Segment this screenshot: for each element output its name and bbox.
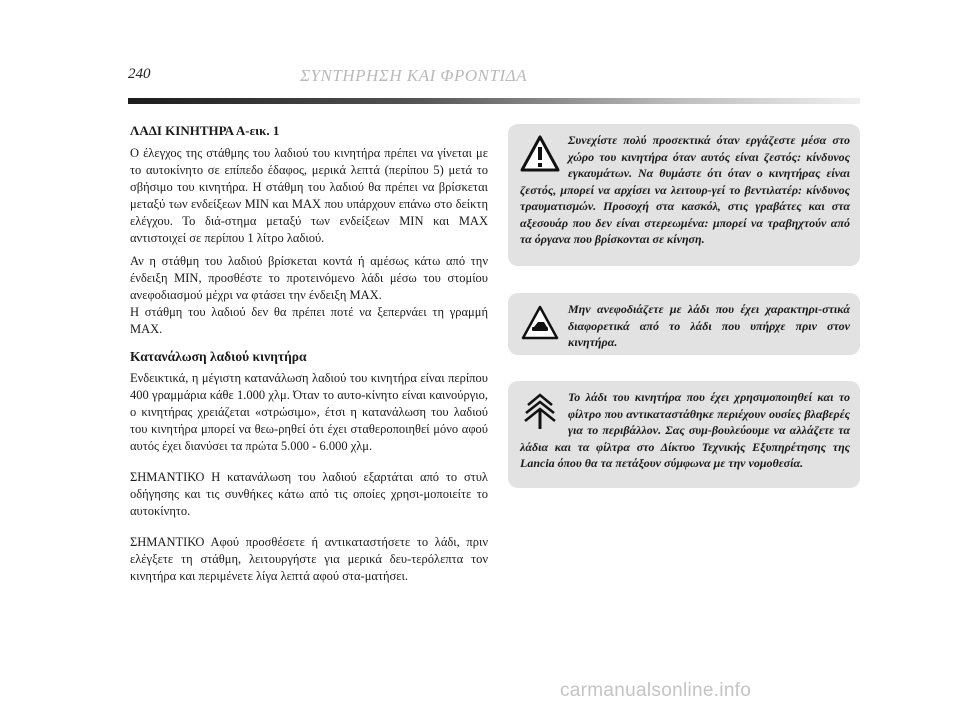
- caution-triangle-icon: [520, 303, 560, 345]
- environment-tree-icon: [520, 391, 560, 433]
- caution-note-text: Μην ανεφοδιάζετε με λάδι που έχει χαρακτηρι-στικά διαφορετικά από το λάδι που υπήρχε πριν στον κινητήρα.: [568, 302, 850, 349]
- section-heading: ΛΑΔΙ ΚΙΝΗΤΗΡΑ Α-εικ. 1: [130, 123, 280, 138]
- environment-note-text: Το λάδι του κινητήρα που έχει χρησιμοποιηθεί και το φίλτρο που αντικαταστάθηκε περιέχουν ουσίες βλαβερές για το περιβάλλον. Σας συμ-βουλεύουμε να αλλάζετε τα λάδια και τα φίλτρα στο Δίκτυο Τεχνικής Εξυπηρέτησης της Lancia όπου θα τα πετάξουν σύμφωνα με την νομοθεσία.: [520, 390, 850, 470]
- warning-triangle-icon: [520, 134, 560, 176]
- paragraph-oil-topup: Αν η στάθμη του λαδιού βρίσκεται κοντά ή αμέσως κάτω από την ένδειξη MIN, προσθέστε το προτεινόμενο λάδι μέσω του στομίου ανεφοδιασμού μέχρι να φτάσει την ένδειξη MAX.: [130, 254, 488, 302]
- subsection-heading: Κατανάλωση λαδιού κινητήρα: [130, 349, 307, 364]
- running-title: ΣΥΝΤΗΡΗΣΗ ΚΑΙ ΦΡΟΝΤΙΔΑ: [300, 66, 527, 85]
- paragraph-oil-check: Ο έλεγχος της στάθμης του λαδιού του κινητήρα πρέπει να γίνεται με το αυτοκίνητο σε επίπεδο έδαφος, μερικά λεπτά (περίπου 5) μετά το σβήσιμο του κινητήρα. Η στάθμη του λαδιού θα πρέπει να βρίσκεται μεταξύ των ενδείξεων MIN και MAX που υπάρχουν επάνω στο δείκτη ελέγχου. Το διά-στημα μεταξύ των ενδείξεων MIN και MAX αντιστοιχεί σε περίπου 1 λίτρο λαδιού.: [130, 146, 488, 245]
- header-rule: [128, 98, 860, 104]
- warning-note-text: Συνεχίστε πολύ προσεκτικά όταν εργάζεστε μέσα στο χώρο του κινητήρα όταν αυτός είναι ζεστός: κίνδυνος εγκαυμάτων. Να θυμάστε ότι όταν ο κινητήρας είναι ζεστός, μπορεί να αρχίσει να λειτουρ-γεί το βεντιλατέρ: κίνδυνος τραυματισμών. Προσοχή στα κασκόλ, στις γραβάτες και στα αξεσουάρ που δεν είναι στερεωμένα: μπορεί να τραβηχτούν από τα όργανα που βρίσκονται σε κίνηση.: [520, 133, 850, 246]
- paragraph-consumption: Ενδεικτικά, η μέγιστη κατανάλωση λαδιού του κινητήρα είναι περίπου 400 γραμμάρια κάθε 1.000 χλμ. Όταν το αυτο-κίνητο είναι καινούργιο, ο κινητήρας χρειάζεται «στρώσιμο», έτσι η κατανάλωση του λαδιού του κινητήρα μπορεί να θεω-ρηθεί ότι έχει σταθεροποιηθεί μόνο αφού αυτός έχει διανύσει τα πρώτα 5.000 - 6.000 χλμ.: [130, 371, 488, 453]
- left-column: [130, 122, 488, 591]
- warning-note: [508, 124, 860, 266]
- paragraph-important-1: ΣΗΜΑΝΤΙΚΟ Η κατανάλωση του λαδιού εξαρτάται από το στυλ οδήγησης και τις συνθήκες κάτω από τις οποίες χρησι-μοποιείτε το αυτοκίνητο.: [130, 470, 488, 518]
- paragraph-important-2: ΣΗΜΑΝΤΙΚΟ Αφού προσθέσετε ή αντικαταστήσετε το λάδι, πριν ελέγξετε τη στάθμη, λειτουργήστε για μερικά δευ-τερόλεπτα τον κινητήρα και περιμένετε λίγα λεπτά αφού στα-ματήσει.: [130, 535, 488, 583]
- watermark: carmanualsonline.info: [560, 680, 752, 701]
- environment-note: [508, 381, 860, 488]
- page-number: 240: [128, 66, 151, 82]
- paragraph-oil-max: Η στάθμη του λαδιού δεν θα πρέπει ποτέ να ξεπερνάει τη γραμμή MAX.: [130, 305, 488, 336]
- caution-note: [508, 293, 860, 355]
